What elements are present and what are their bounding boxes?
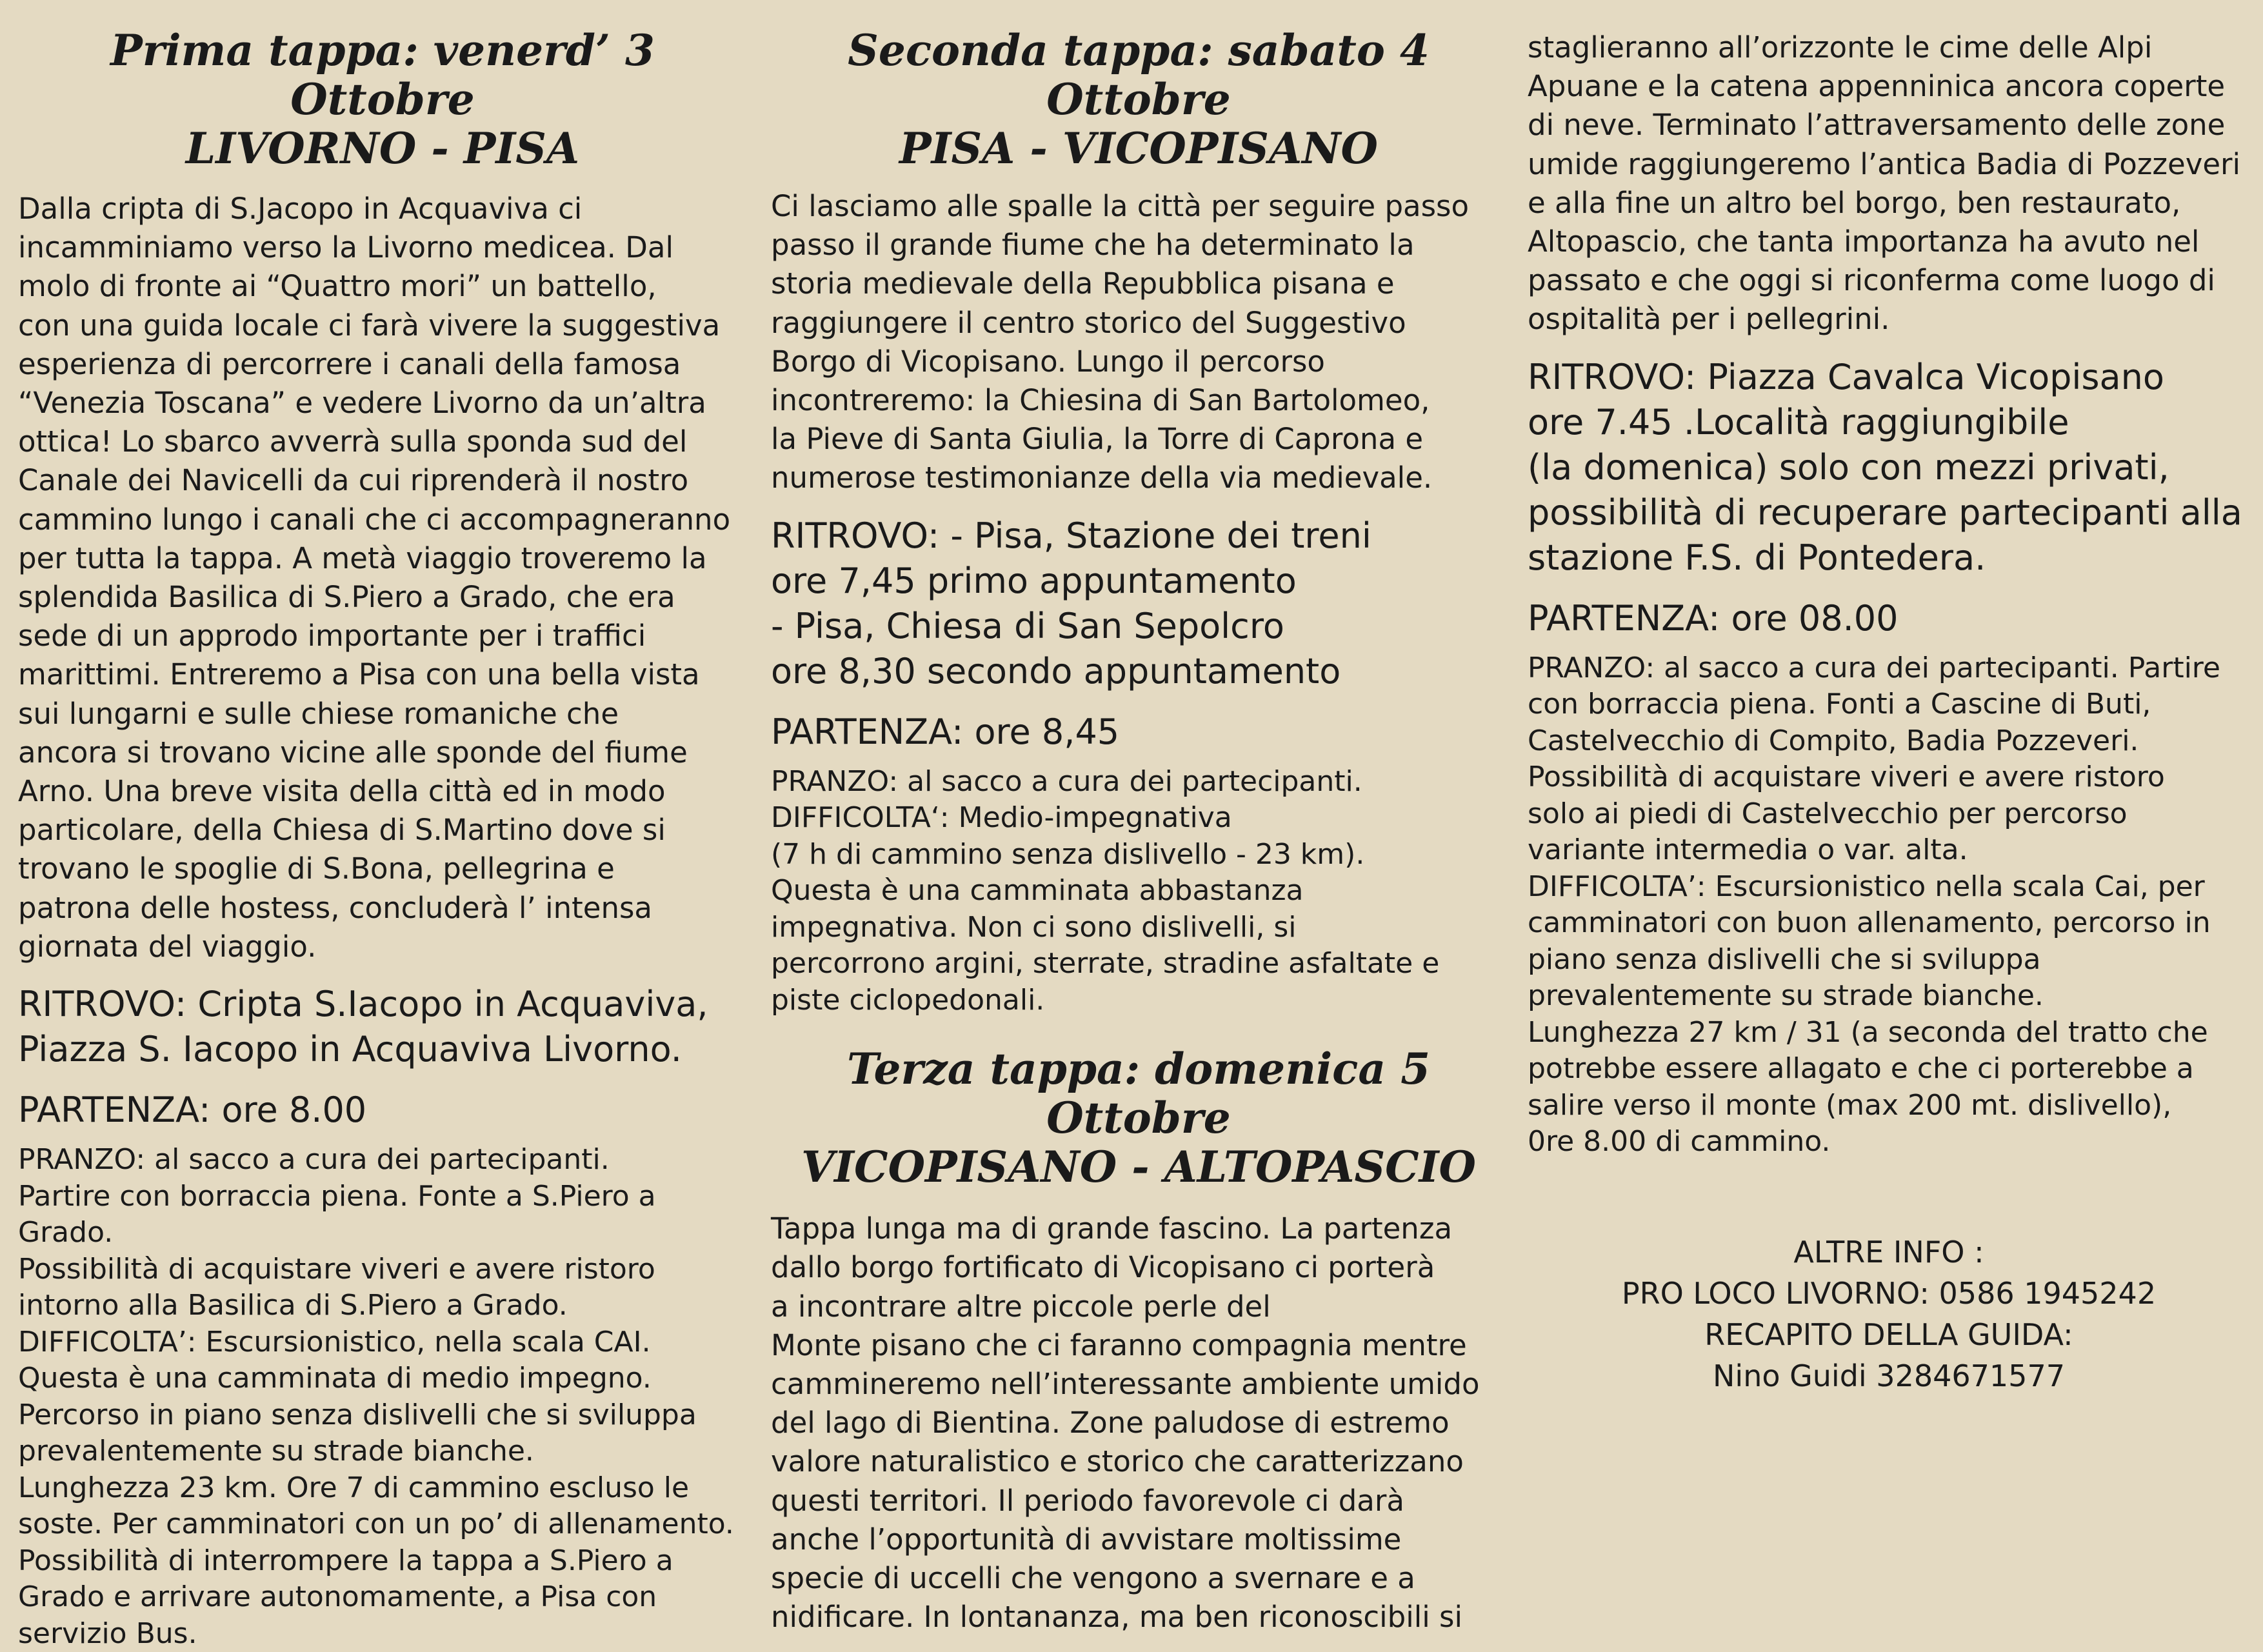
stage-2-title [771,26,1506,173]
column-stage-2 [771,26,1506,1637]
stage-3-description-part-1: Tappa lunga ma di grande fascino. La partenza dallo borgo fortificato di Vicopisano ci porterà a incontrare altre piccole perle del Monte pisano che ci faranno compagnia mentre cammineremo nell’interessante ambiente umido del lago di Bientina. Zone paludose di estremo valore naturalistico e storico che caratterizzano questi territori. Il periodo favorevole ci darà anche l’opportunità di avvistare moltissime specie di uccelli che vengono a svernare e a nidificare. In lontananza, ma ben riconoscibili si [771,1211,1480,1635]
stage-3-description-part-2: staglieranno all’orizzonte le cime delle Alpi Apuane e la catena appenninica ancora coperte di neve. Terminato l’attraversamento delle zone umide raggiungeremo l’antica Badia di Pozzeveri e alla fine un altro bel borgo, ben restaurato, Altopascio, che tanta importanza ha avuto nel passato e che oggi si riconferma come luogo di ospitalità per i pellegrini. [1528,30,2241,337]
stage-2-partenza: PARTENZA: ore 8,45 [771,711,1120,752]
stage-3-partenza: PARTENZA: ore 08.00 [1528,597,1899,639]
stage-3-title [771,1044,1506,1191]
stage-1-title-route: LIVORNO - PISA [185,123,580,174]
guide-contact: Nino Guidi 3284671577 [1713,1358,2065,1393]
stage-2-ritrovo: RITROVO: - Pisa, Stazione dei treni ore 7,45 primo appuntamento - Pisa, Chiesa di San Sepolcro ore 8,30 secondo appuntamento [771,515,1371,692]
stage-2-details: PRANZO: al sacco a cura dei partecipanti. DIFFICOLTA‘: Medio-impegnativa (7 h di cammino senza dislivello - 23 km). Questa è una camminata abbastanza impegnativa. Non ci sono dislivelli, si percorrono argini, sterrate, stradine asfaltate e piste ciclopedonali. [771,764,1440,1017]
column-stage-1 [18,26,747,1652]
stage-3-title-route: VICOPISANO - ALTOPASCIO [801,1142,1477,1193]
info-block [1528,1231,2250,1397]
stage-1-partenza: PARTENZA: ore 8.00 [18,1090,367,1131]
column-stage-3-continued [1528,28,2250,1397]
guide-label: RECAPITO DELLA GUIDA: [1704,1317,2073,1352]
info-heading: ALTRE INFO : [1793,1234,1984,1269]
stage-2-title-route: PISA - VICOPISANO [899,123,1379,174]
stage-1-details: PRANZO: al sacco a cura dei partecipanti. Partire con borraccia piena. Fonte a S.Piero a Grado. Possibilità di acquistare viveri e avere ristoro intorno alla Basilica di S.Piero a Grado. DIFFICOLTA’: Escursionistico, nella scala CAI. Questa è una camminata di medio impegno. Percorso in piano senza dislivelli che si sviluppa prevalentemente su strade bianche. Lunghezza 23 km. Ore 7 di cammino escluso le soste. Per camminatori con un po’ di allenamento. Possibilità di interrompere la tappa a S.Piero a Grado e arrivare autonomamente, a Pisa con servizio Bus. [18,1143,734,1650]
stage-2-description: Ci lasciamo alle spalle la città per seguire passo passo il grande fiume che ha determinato la storia medievale della Repubblica pisana e raggiungere il centro storico del Suggestivo Borgo di Vicopisano. Lungo il percorso incontreremo: la Chiesina di San Bartolomeo, la Pieve di Santa Giulia, la Torre di Caprona e numerose testimonianze della via medievale. [771,189,1470,495]
stage-1-title-date: Prima tappa: venerd’ 3 Ottobre [110,25,655,124]
stage-1-ritrovo: RITROVO: Cripta S.Iacopo in Acquaviva, Piazza S. Iacopo in Acquaviva Livorno. [18,984,708,1070]
stage-3-ritrovo: RITROVO: Piazza Cavalca Vicopisano ore 7.45 .Località raggiungibile (la domenica) solo con mezzi privati, possibilità di recuperare partecipanti alla stazione F.S. di Pontedera. [1528,356,2242,578]
stage-3-title-date: Terza tappa: domenica 5 Ottobre [846,1044,1431,1144]
stage-1-description: Dalla cripta di S.Jacopo in Acquaviva ci incamminiamo verso la Livorno medicea. Dal molo di fronte ai “Quattro mori” un battello, con una guida locale ci farà vivere la suggestiva esperienza di percorrere i canali della famosa “Venezia Toscana” e vedere Livorno da un’altra ottica! Lo sbarco avverrà sulla sponda sud del Canale dei Navicelli da cui riprenderà il nostro cammino lungo i canali che ci accompagneranno per tutta la tappa. A metà viaggio troveremo la splendida Basilica di S.Piero a Grado, che era sede di un approdo importante per i traffici marittimi. Entreremo a Pisa con una bella vista sui lungarni e sulle chiese romaniche che ancora si trovano vicine alle sponde del fiume Arno. Una breve visita della città ed in modo particolare, della Chiesa di S.Martino dove si trovano le spoglie di S.Bona, pellegrina e patrona delle hostess, concluderà l’ intensa giornata del viaggio. [18,192,731,964]
stage-3-details: PRANZO: al sacco a cura dei partecipanti. Partire con borraccia piena. Fonti a Cascine di Buti, Castelvecchio di Compito, Badia Pozzeveri. Possibilità di acquistare viveri e avere ristoro solo ai piedi di Castelvecchio per percorso variante intermedia o var. alta. DIFFICOLTA’: Escursionistico nella scala Cai, per camminatori con buon allenamento, percorso in piano senza dislivelli che si sviluppa prevalentemente su strade bianche. Lunghezza 27 km / 31 (a seconda del tratto che potrebbe essere allagato e che ci porterebbe a salire verso il monte (max 200 mt. dislivello), 0re 8.00 di cammino. [1528,651,2221,1159]
stage-1-title [18,26,747,173]
pro-loco-contact: PRO LOCO LIVORNO: 0586 1945242 [1621,1275,2157,1311]
stage-2-title-date: Seconda tappa: sabato 4 Ottobre [848,25,1430,124]
